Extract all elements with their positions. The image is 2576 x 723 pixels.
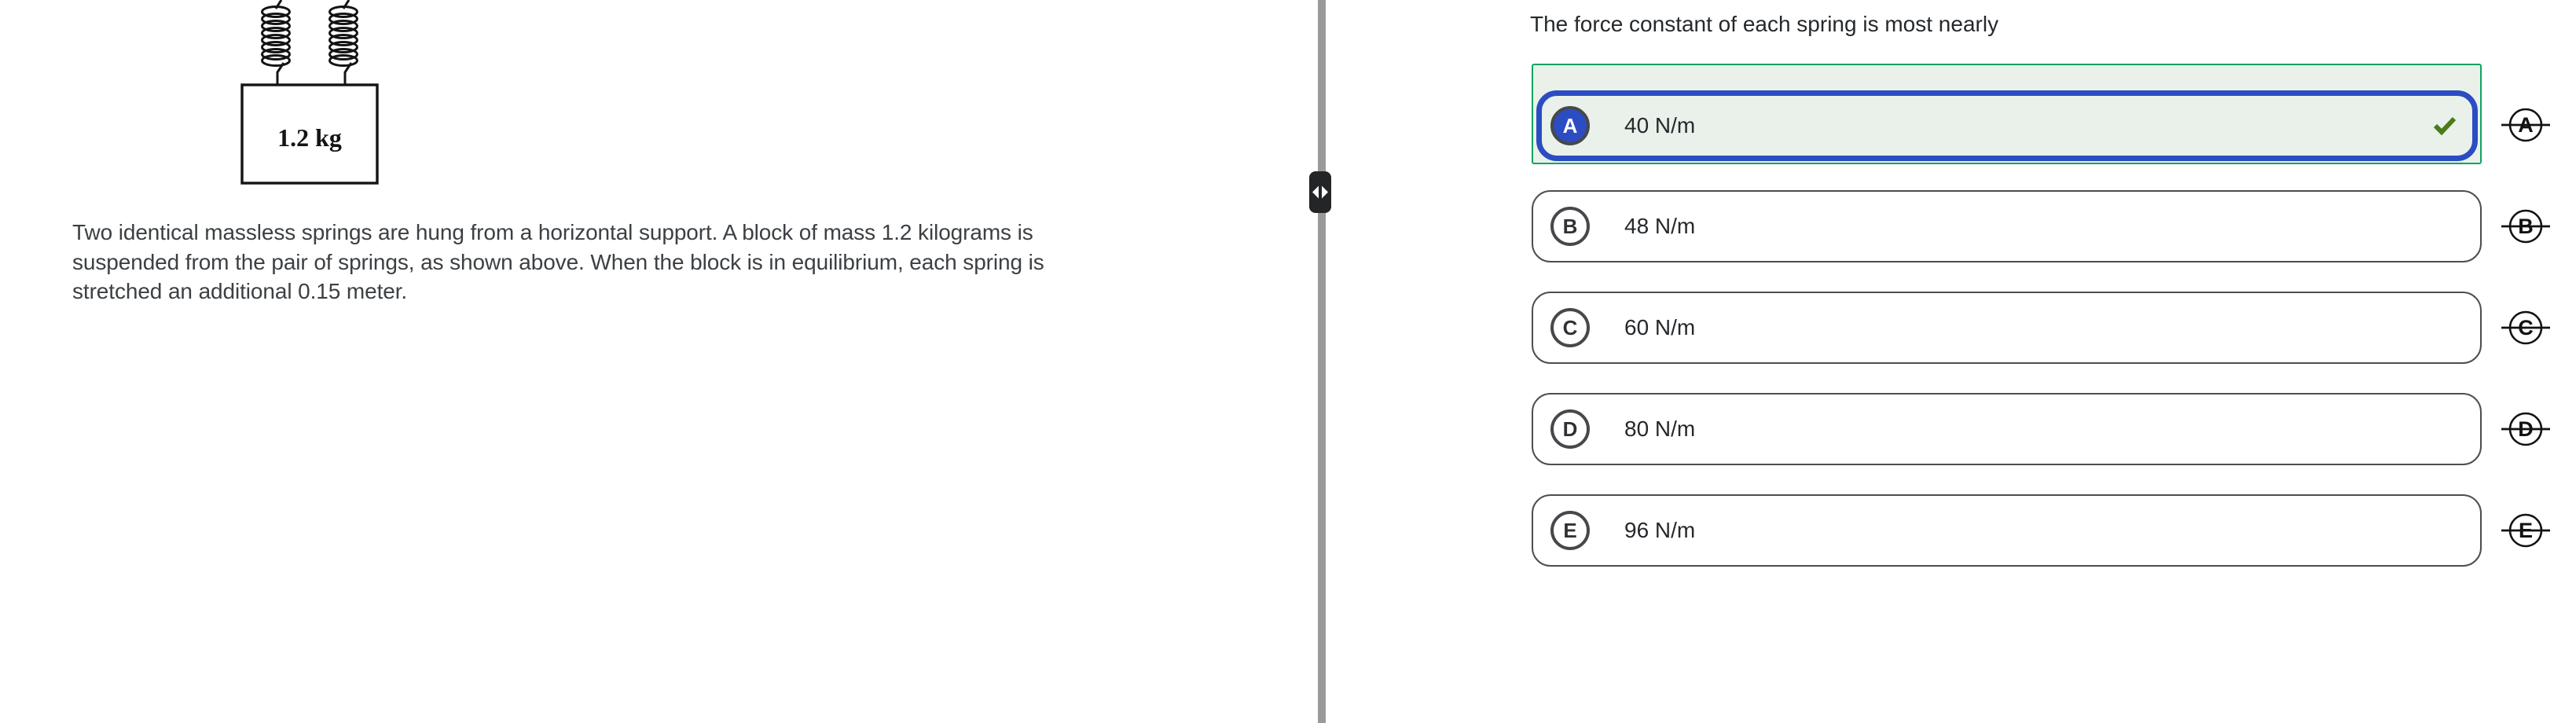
strikethrough-letter-c-icon [2501,310,2551,345]
spring-right-icon [330,0,358,85]
horizontal-resize-icon [1309,171,1331,213]
option-a-letter-badge: A [1550,106,1590,145]
svg-text:D: D [2518,417,2534,441]
option-e-letter-badge: E [1550,511,1590,550]
option-b-label: 48 N/m [1624,214,1696,238]
answer-option-a[interactable] [1536,90,2478,161]
panel-divider-line [1318,0,1326,723]
option-d-letter-badge: D [1550,409,1590,449]
option-c-letter-badge: C [1550,308,1590,347]
svg-text:C: C [2518,316,2534,339]
problem-text-line: stretched an additional 0.15 meter. [72,279,408,303]
option-c-label: 60 N/m [1624,315,1696,339]
svg-text:E: E [2518,519,2534,542]
answer-option-c[interactable] [1532,292,2482,364]
strikethrough-letter-a-icon [2501,108,2551,142]
answer-option-d[interactable] [1532,393,2482,465]
strikethrough-letter-b-icon [2501,209,2551,244]
eliminator-a-button[interactable] [2501,108,2551,142]
answer-option-e[interactable] [1532,494,2482,567]
answer-option-b[interactable] [1532,190,2482,262]
strikethrough-letter-e-icon [2501,513,2551,548]
eliminator-e-button[interactable] [2501,513,2551,548]
strikethrough-letter-d-icon [2501,412,2551,446]
mass-block-label: 1.2 kg [277,123,342,152]
option-a-label: 40 N/m [1624,113,1696,138]
question-text: The force constant of each spring is most nearly [1530,12,1999,36]
option-b-letter-badge: B [1550,207,1590,246]
svg-text:A: A [2518,113,2534,137]
correct-checkmark-icon [2433,116,2457,135]
eliminator-d-button[interactable] [2501,412,2551,446]
problem-text-line: suspended from the pair of springs, as shown above. When the block is in equilibrium, each spring is [72,249,1044,274]
svg-text:B: B [2518,215,2534,238]
option-e-label: 96 N/m [1624,518,1696,542]
panel-resize-handle[interactable] [1309,171,1331,213]
option-d-label: 80 N/m [1624,417,1696,441]
spring-left-icon [262,0,290,85]
problem-text-line: Two identical massless springs are hung from a horizontal support. A block of mass 1.2 kilograms is [72,220,1033,244]
springs-block-diagram [234,0,383,185]
problem-text [72,218,1110,306]
eliminator-c-button[interactable] [2501,310,2551,345]
option-a-correct-highlight [1532,64,2482,164]
eliminator-b-button[interactable] [2501,209,2551,244]
